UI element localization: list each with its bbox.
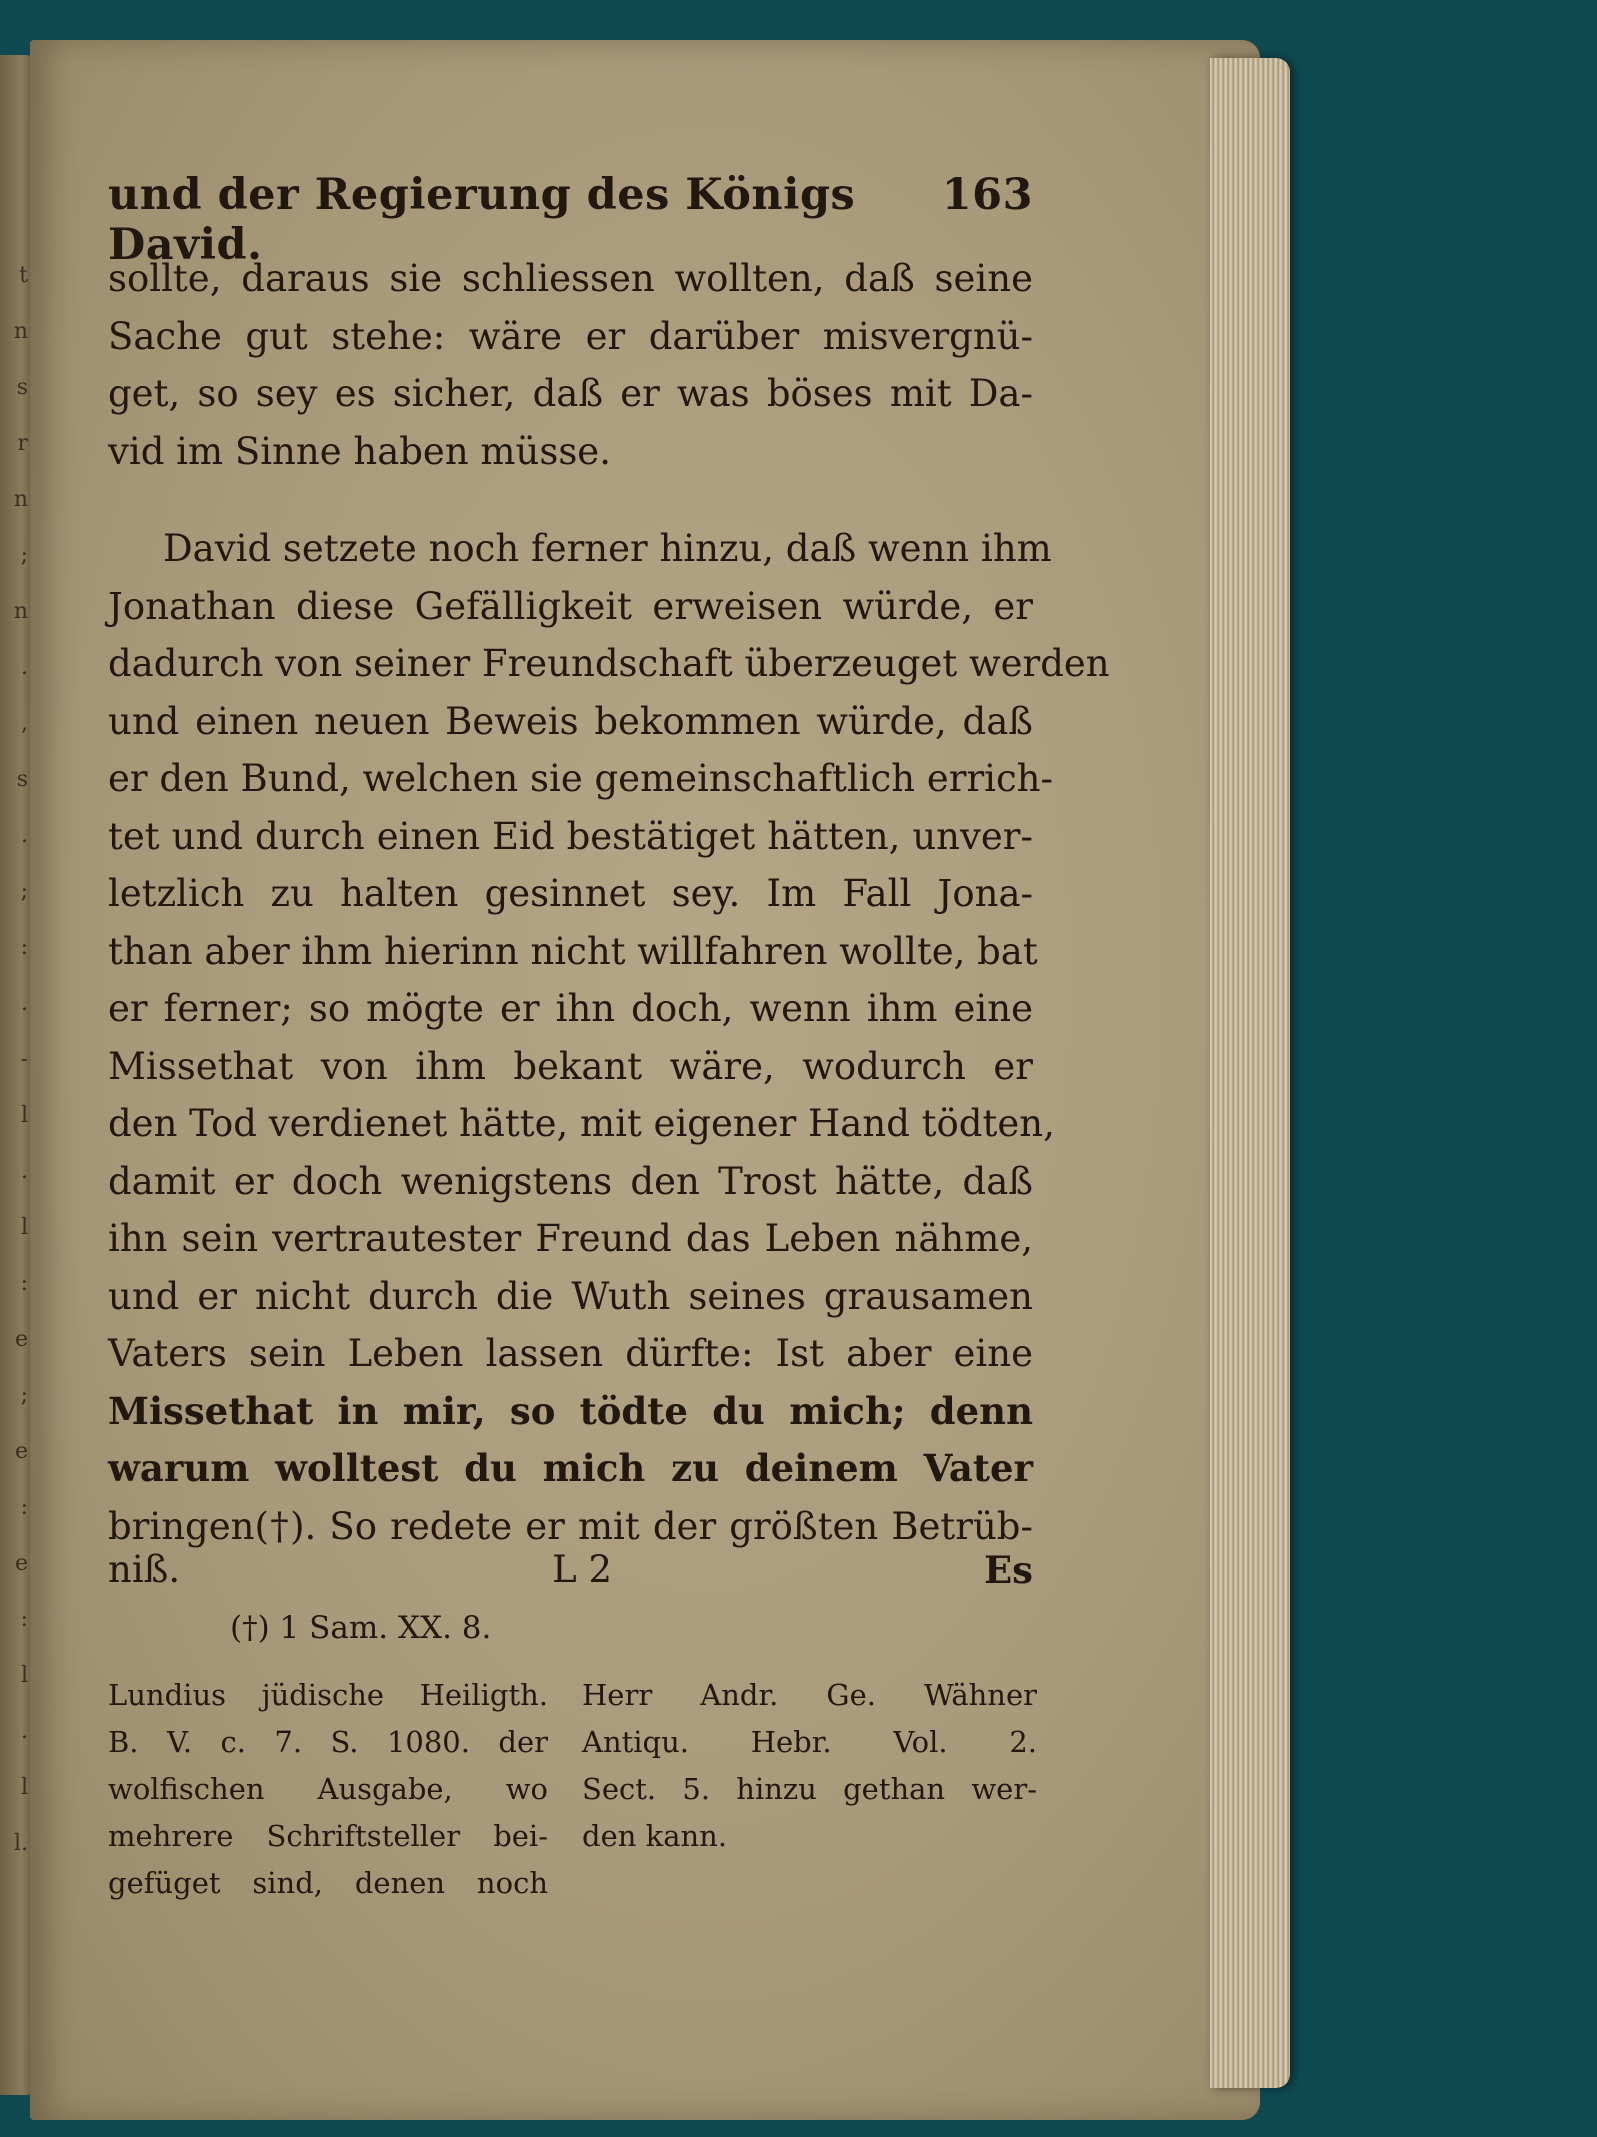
text-line: sollte, daraus sie schliessen wollten, daß seine (108, 257, 1033, 300)
left-page-fragment: ; (20, 543, 28, 568)
note-line: den kann. (582, 1819, 728, 1853)
quoted-line: Missethat in mir, so tödte du mich; denn (108, 1388, 1033, 1433)
left-page-fragment: s (16, 375, 28, 400)
paragraph-1 (108, 250, 1033, 480)
text-line: Jonathan diese Gefälligkeit erweisen würde, er (108, 584, 1033, 628)
left-page-fragment: . (21, 991, 28, 1016)
text-line: than aber ihm hierinn nicht willfahren wollte, bat (108, 929, 1038, 973)
left-page-fragment: ; (20, 1383, 28, 1408)
left-page-fragment: s (16, 767, 28, 792)
note-line: wolfischen Ausgabe, wo (108, 1772, 548, 1806)
left-page-fragment: - (20, 1047, 28, 1072)
left-page-fragment: l (20, 1775, 28, 1800)
header-title: und der Regierung des Königs David. (108, 170, 856, 270)
left-page-fragment: . (21, 655, 28, 680)
note-line: Antiqu. Hebr. Vol. 2. (582, 1725, 1037, 1759)
text-line: tet und durch einen Eid bestätiget hätten, unver- (108, 814, 1033, 858)
note-line: Sect. 5. hinzu gethan wer- (582, 1772, 1037, 1806)
text-line: den Tod verdienet hätte, mit eigener Hand tödten, (108, 1102, 1055, 1145)
text-line: ihn sein vertrautester Freund das Leben nähme, (108, 1217, 1033, 1260)
text-line: letzlich zu halten gesinnet sey. Im Fall Jona- (108, 872, 1033, 915)
left-page-fragment: l (20, 1215, 28, 1240)
note-line: Herr Andr. Ge. Wähner (582, 1678, 1037, 1712)
left-page-fragment: n (13, 599, 28, 624)
footnote-reference: (†) 1 Sam. XX. 8. (230, 1610, 492, 1646)
left-page-fragment: e (14, 1551, 28, 1576)
note-line: gefüget sind, denen noch (108, 1866, 548, 1900)
note-line: Lundius jüdische Heiligth. (108, 1678, 548, 1712)
left-page-fragment: ; (20, 879, 28, 904)
left-page-fragment: , (21, 711, 28, 736)
left-page-fragment: : (20, 1607, 28, 1632)
page-edges (1210, 58, 1290, 2088)
text-line: get, so sey es sicher, daß er was böses mit Da- (108, 372, 1033, 415)
text-line: Missethat von ihm bekant wäre, wodurch er (108, 1044, 1033, 1088)
text-line: damit er doch wenigstens den Trost hätte, daß (108, 1159, 1033, 1203)
left-page-fragment: e (14, 1327, 28, 1352)
paragraph-2 (108, 520, 1110, 1555)
quoted-line: warum wolltest du mich zu deinem Vater (108, 1446, 1033, 1490)
text-line: er ferner; so mögte er ihn doch, wenn ihm eine (108, 987, 1033, 1030)
page-number: 163 (941, 170, 1033, 220)
text-line: vid im Sinne haben müsse. (108, 429, 611, 473)
catchword: Es (983, 1548, 1033, 1592)
text-line: Sache gut stehe: wäre er darüber misvergnü- (108, 314, 1033, 358)
left-page-fragment: l. (13, 1831, 28, 1856)
note-line: mehrere Schriftsteller bei- (108, 1819, 548, 1853)
footnote-left-column (108, 1672, 548, 1907)
text-line: er den Bund, welchen sie gemeinschaftlich errich- (108, 757, 1054, 800)
last-word: niß. (108, 1548, 181, 1591)
left-page-fragment: r (17, 431, 28, 456)
left-page-fragment: l (20, 1103, 28, 1128)
left-page-fragment: : (20, 1271, 28, 1296)
text-line: dadurch von seiner Freundschaft überzeuget werden (108, 642, 1110, 685)
text-line: und einen neuen Beweis bekommen würde, daß (108, 699, 1033, 743)
left-page-fragment: . (21, 1159, 28, 1184)
footnote-right-column (582, 1672, 1037, 1860)
left-page-fragment: : (20, 1495, 28, 1520)
signature-line (108, 1548, 1033, 1592)
note-line: B. V. c. 7. S. 1080. der (108, 1725, 548, 1759)
left-page-fragment: t (19, 263, 28, 288)
left-page-fragment: n (13, 319, 28, 344)
text-line: bringen(†). So redete er mit der größten Betrüb- (108, 1504, 1033, 1548)
text-line: und er nicht durch die Wuth seines grausamen (108, 1274, 1033, 1318)
left-page-fragment: : (20, 935, 28, 960)
left-page-fragment: . (21, 823, 28, 848)
text-line: Vaters sein Leben lassen dürfte: Ist aber eine (108, 1332, 1033, 1375)
left-page-fragment: e (14, 1439, 28, 1464)
left-page-fragment: n (13, 487, 28, 512)
text-line: David setzete noch ferner hinzu, daß wenn ihm (163, 527, 1052, 570)
signature-mark: L 2 (552, 1548, 612, 1591)
left-page-fragment: . (21, 1719, 28, 1744)
left-page-fragment: l (20, 1663, 28, 1688)
